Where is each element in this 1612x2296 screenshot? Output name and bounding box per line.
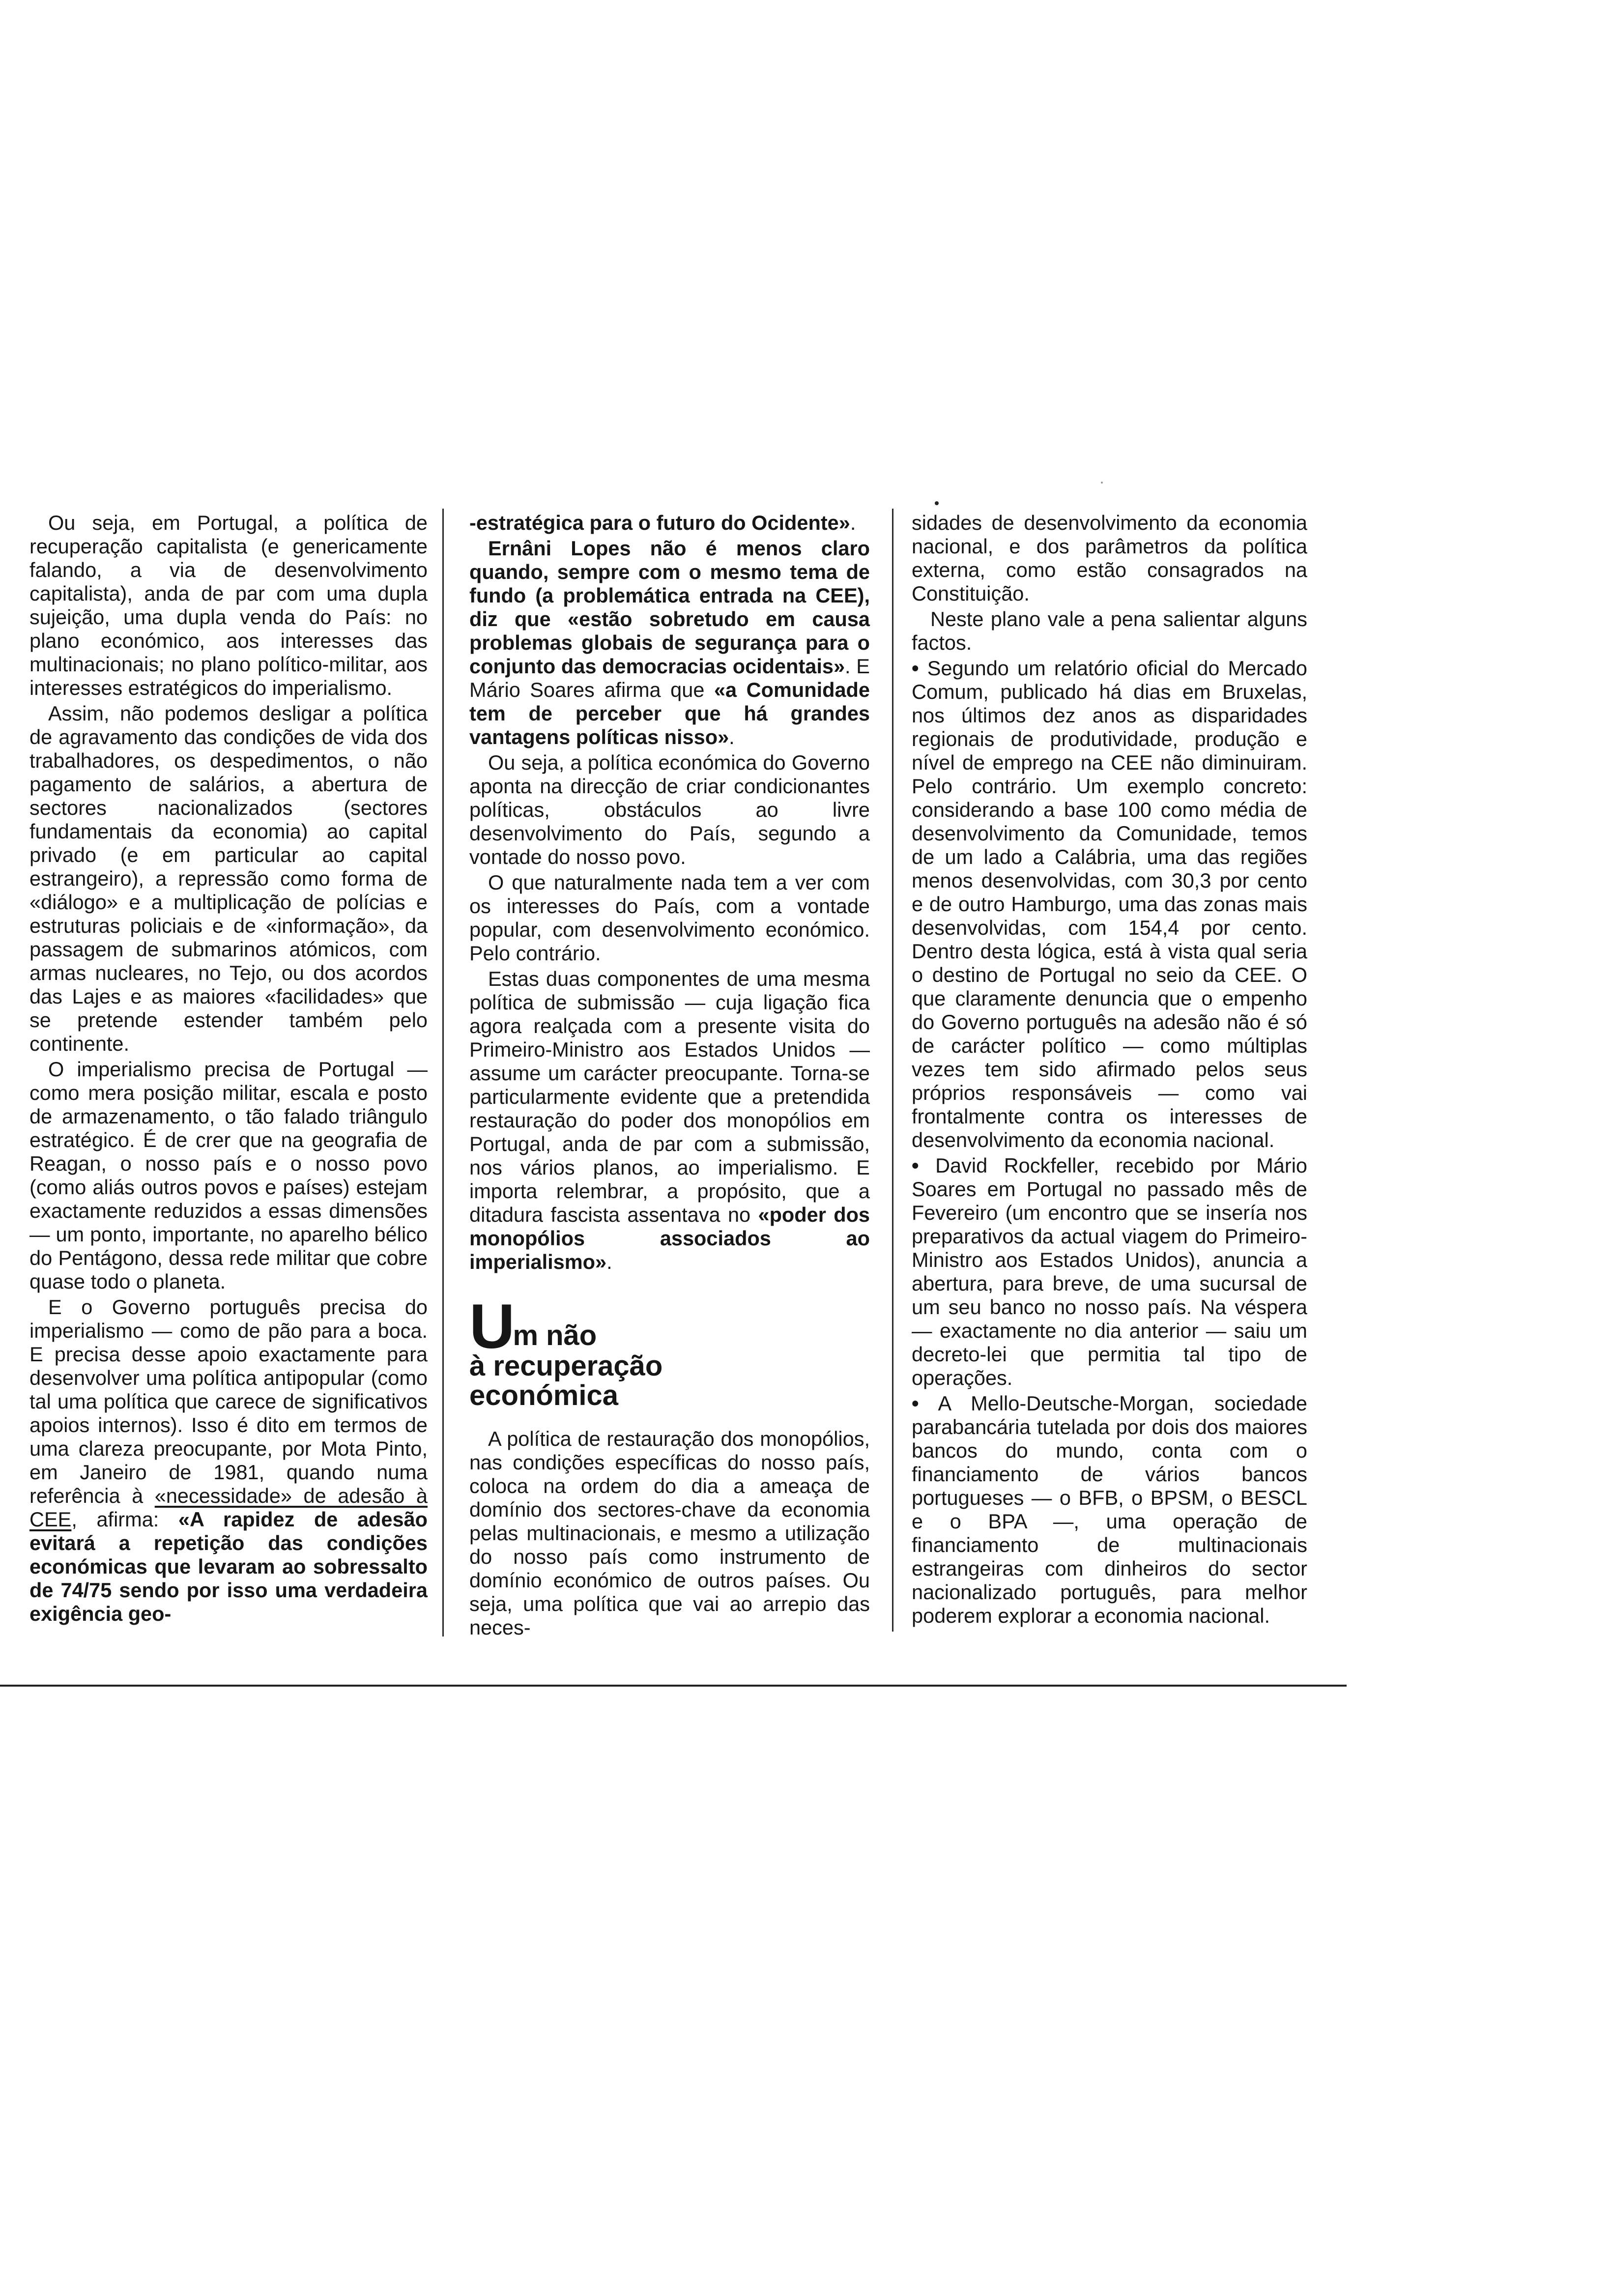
text-run: E o Governo português precisa do imperialismo — como de pão para a boca. E precisa desse apoio exactamente para desenvolver uma política antipopular (como tal uma política que carece de significativos apoios internos). Isso é dito em termos de uma clareza preocupante, por Mota Pinto, em Janeiro de 1981, quando numa referência à <box>29 1295 428 1507</box>
paragraph: Assim, não podemos desligar a política de agravamento das condições de vida dos trabalhadores, os despedimentos, o não pagamento de salários, a abertura de sectores nacionalizados (sectores fundamentais da economia) ao capital privado (e em particular ao capital estrangeiro), a repressão como forma de «diálogo» e a multiplicação de polícias e estruturas policiais e de «informação», da passagem de submarinos atómicos, com armas nucleares, no Tejo, ou dos acordos das Lajes e as maiores «facilidades» que se pretende estender também pelo continente. <box>29 702 428 1055</box>
speck <box>1101 482 1103 484</box>
paragraph: sidades de desenvolvimento da economia nacional, e dos parâmetros da política externa, como estão consagrados na Constituição. <box>912 511 1307 605</box>
headline-line: m não <box>513 1320 597 1351</box>
column-divider <box>892 509 893 1632</box>
text-run: . E Mário Soares afirma que <box>469 655 870 701</box>
article-column-3 <box>912 511 1307 1628</box>
article-column-2 <box>469 511 870 1639</box>
paragraph: O que naturalmente nada tem a ver com os interesses do País, com a vontade popular, com desenvolvimento económico. Pelo contrário. <box>469 871 870 965</box>
paragraph <box>469 511 870 535</box>
paragraph <box>469 967 870 1274</box>
text-run: Segundo um relatório oficial do Mercado Comum, publicado há dias em Bruxelas, nos últimos dez anos as disparidades regionais de produtividade, produção e nível de emprego na CEE não diminuiram. Pelo contrário. Um exemplo concreto: considerando a base 100 como média de desenvolvimento da Comunidade, temos de um lado a Calábria, uma das regiões menos desenvolvidas, com 30,3 por cento e de outro Hamburgo, uma das zonas mais desenvolvidas, com 154,4 por cento. Dentro desta lógica, está à vista qual seria o destino de Portugal no seio da CEE. O que claramente denuncia que o empenho do Governo português na adesão não é só de carácter político — como múltiplas vezes tem sido afirmado pelos seus próprios responsáveis — como vai frontalmente contra os interesses de desenvolvimento da economia nacional. <box>912 657 1307 1151</box>
bullet-paragraph <box>912 1154 1307 1390</box>
bullet-paragraph <box>912 1392 1307 1628</box>
headline-line: económica <box>469 1379 618 1411</box>
paragraph: Neste plano vale a pena salientar alguns factos. <box>912 607 1307 654</box>
text-run: A Mello-Deutsche-Morgan, sociedade parabancária tutelada por dois dos maiores bancos do mundo, conta com o financiamento de vários bancos portugueses — o BFB, o BPSM, o BESCL e o BPA —, uma operação de financiamento de multinacionais estrangeiras com dinheiros do sector nacionalizado português, para melhor poderem explorar a economia nacional. <box>912 1392 1307 1627</box>
bold-quote: «A rapidez de adesão evitará a repetição das condições económicas que levaram ao sobressalto de 74/75 sendo por isso uma verdadeira exigência geo- <box>29 1508 428 1625</box>
bullet-icon: • <box>912 657 919 680</box>
headline-initial: U <box>469 1292 513 1362</box>
paragraph: Ou seja, a política económica do Governo aponta na direcção de criar condicionantes políticas, obstáculos ao livre desenvolvimento do País, segundo a vontade do nosso povo. <box>469 751 870 868</box>
underlined-quote: «necessidade» de adesão à CEE <box>29 1484 428 1531</box>
bold-quote: Ernâni Lopes não é menos claro quando, sempre com o mesmo tema de fundo (a problemática entrada na CEE), diz que «estão sobretudo em causa problemas globais de segurança para o conjunto das democracias ocidentais» <box>469 537 870 678</box>
section-headline <box>469 1292 870 1411</box>
headline-line: à recuperação <box>469 1350 663 1382</box>
paragraph: A política de restauração dos monopólios, nas condições específicas do nosso país, coloca na ordem do dia a ameaça de domínio dos sectores-chave da economia pelas multinacionais, e mesmo a utilização do nosso país como instrumento de domínio económico de outros países. Ou seja, uma política que vai ao arrepio das neces- <box>469 1427 870 1639</box>
paragraph: O imperialismo precisa de Portugal — como mera posição militar, escala e posto de armazenamento, o tão falado triângulo estratégico. É de crer que na geografia de Reagan, o nosso país e o nosso povo (como aliás outros povos e países) estejam exactamente reduzidos a essas dimensões — um ponto, importante, no aparelho bélico do Pentágono, dessa rede militar que cobre quase todo o planeta. <box>29 1058 428 1293</box>
text-run: David Rockfeller, recebido por Mário Soares em Portugal no passado mês de Fevereiro (um encontro que se insería nos preparativos da actual viagem do Primeiro-Ministro aos Estados Unidos), anuncia a abertura, para breve, de uma sucursal de um seu banco no nosso país. Na véspera — exactamente no dia anterior — saiu um decreto-lei que permitia tal tipo de operações. <box>912 1154 1308 1389</box>
paragraph <box>29 1295 428 1626</box>
text-run: . <box>850 511 856 534</box>
article-column-1 <box>29 511 428 1626</box>
bullet-icon: • <box>912 1392 919 1415</box>
bullet-paragraph <box>912 657 1307 1152</box>
paragraph: Ou seja, em Portugal, a política de recuperação capitalista (e genericamente falando, a via de desenvolvimento capitalista), anda de par com uma dupla sujeição, uma dupla venda do País: no plano económico, aos interesses das multinacionais; no plano político-militar, aos interesses estratégicos do imperialismo. <box>29 511 428 699</box>
text-run: . <box>729 725 735 748</box>
column-divider <box>442 509 444 1636</box>
paragraph <box>469 537 870 749</box>
bottom-rule <box>0 1685 1347 1687</box>
bullet-icon: • <box>912 1154 919 1177</box>
text-run: . <box>606 1250 612 1273</box>
speck <box>935 501 939 505</box>
bold-quote: «a Comunidade tem de perceber que há grandes vantagens políticas nisso» <box>469 678 870 748</box>
text-run: , afirma: <box>71 1508 178 1531</box>
bold-quote: -estratégica para o futuro do Ocidente» <box>469 511 850 534</box>
bold-quote: «poder dos monopólios associados ao imperialismo» <box>469 1203 870 1273</box>
text-run: Estas duas componentes de uma mesma política de submissão — cuja ligação fica agora realçada com a presente visita do Primeiro-Ministro aos Estados Unidos — assume um carácter preocupante. Torna-se particularmente evidente que a pretendida restauração do poder dos monopólios em Portugal, anda de par com a submissão, nos vários planos, ao imperialismo. E importa relembrar, a propósito, que a ditadura fascista assentava no <box>469 967 870 1226</box>
